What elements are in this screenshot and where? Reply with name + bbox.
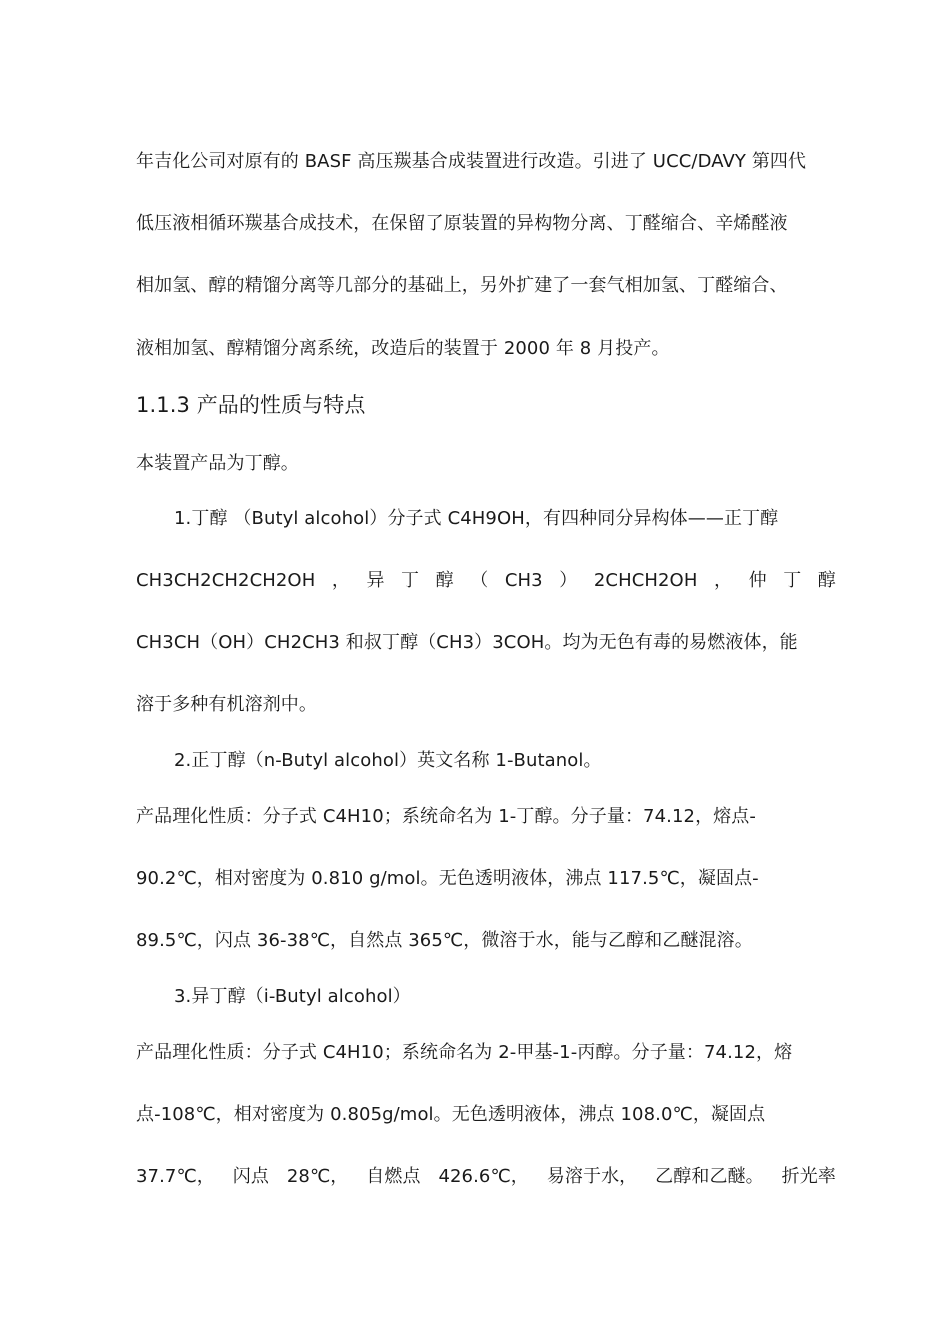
paragraph-line: 年吉化公司对原有的 BASF 高压羰基合成装置进行改造。引进了 UCC/DAVY 第四代 [136,151,807,172]
item1-line-justified [136,569,836,593]
text-fragment: 醇 [435,570,454,591]
paragraph-line: 相加氢、醇的精馏分离等几部分的基础上，另外扩建了一套气相加氢、丁醛缩合、 [136,275,788,296]
text-fragment: 仲 [748,570,767,591]
text-fragment: 丁 [401,570,420,591]
item3-line-justified [136,1165,836,1189]
item3-title: 3.异丁醇（i-Butyl alcohol） [174,986,411,1007]
intro-text: 本装置产品为丁醇。 [136,453,299,474]
text-fragment: 2CHCH2OH [593,570,698,591]
item2-line: 产品理化性质：分子式 C4H10；系统命名为 1-丁醇。分子量：74.12，熔点- [136,806,756,827]
item2-line: 89.5℃，闪点 36-38℃，自然点 365℃，微溶于水，能与乙醇和乙醚混溶。 [136,930,753,951]
item1-line: 溶于多种有机溶剂中。 [136,694,317,715]
item3-line: 产品理化性质：分子式 C4H10；系统命名为 2-甲基-1-丙醇。分子量：74.12，熔 [136,1042,793,1063]
paragraph-line: 液相加氢、醇精馏分离系统，改造后的装置于 2000 年 8 月投产。 [136,338,670,359]
text-fragment: （ [470,570,489,591]
item1-line: CH3CH（OH）CH2CH3 和叔丁醇（CH3）3COH。均为无色有毒的易燃液体，能 [136,632,798,653]
text-fragment: 28℃， [286,1166,349,1187]
item2-line: 90.2℃，相对密度为 0.810 g/mol。无色透明液体，沸点 117.5℃，凝固点- [136,868,759,889]
text-fragment: ） [559,570,578,591]
paragraph-line: 低压液相循环羰基合成技术，在保留了原装置的异构物分离、丁醛缩合、辛烯醛液 [136,213,788,234]
item1-line: 1.丁醇 （Butyl alcohol）分子式 C4H9OH，有四种同分异构体——正丁醇 [174,508,779,529]
text-fragment: 自燃点 [366,1166,421,1187]
item2-title: 2.正丁醇（n-Butyl alcohol）英文名称 1-Butanol。 [174,750,602,771]
text-fragment: CH3CH2CH2CH2OH [136,570,316,591]
text-fragment: ， [331,570,350,591]
text-fragment: 闪点 [232,1166,269,1187]
item3-line: 点-108℃，相对密度为 0.805g/mol。无色透明液体，沸点 108.0℃，凝固点 [136,1104,766,1125]
text-fragment: ， [713,570,733,591]
section-heading: 1.1.3 产品的性质与特点 [136,393,366,417]
text-fragment: 易溶于水， [546,1166,638,1187]
text-fragment: 异 [366,570,385,591]
text-fragment: 折光率 [781,1166,836,1187]
text-fragment: 醇 [817,570,836,591]
text-fragment: 426.6℃， [438,1166,529,1187]
text-fragment: 37.7℃， [136,1166,215,1187]
text-fragment: CH3 [504,570,543,591]
text-fragment: 丁 [783,570,802,591]
text-fragment: 乙醇和乙醚。 [655,1166,764,1187]
